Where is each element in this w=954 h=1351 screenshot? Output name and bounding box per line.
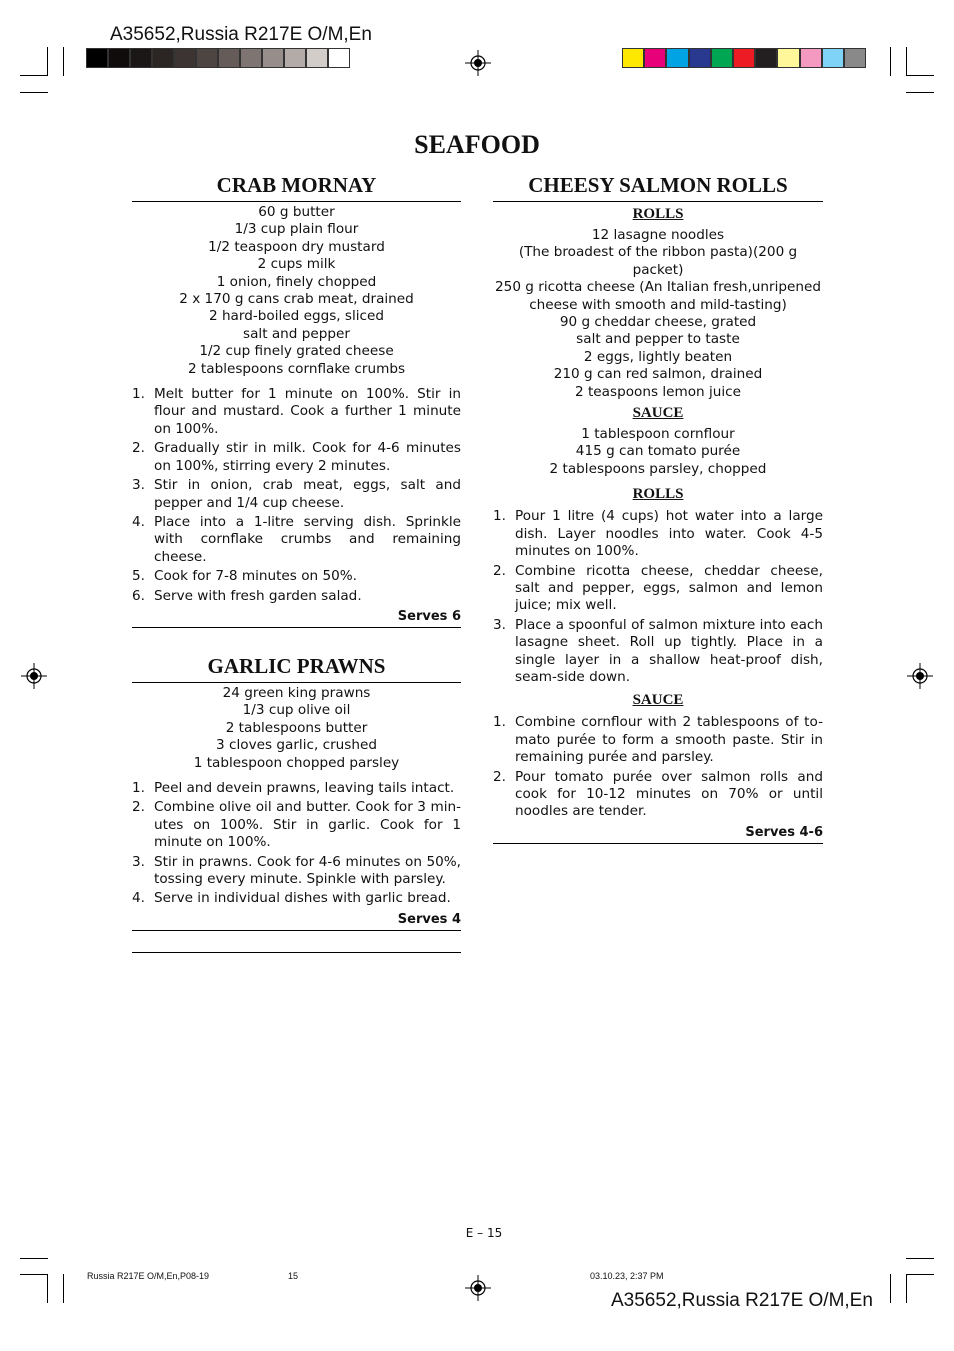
color-swatch: [755, 48, 777, 68]
step-number: 1.: [132, 779, 145, 796]
color-swatch: [130, 48, 152, 68]
ingredient-item: 2 tablespoons butter: [225, 719, 368, 736]
color-swatch: [328, 48, 350, 68]
ingredient-item: 2 x 170 g cans crab meat, drained: [179, 291, 414, 308]
step-text: Combine olive oil and butter. Cook for 3 min-utes on 100%. Stir in garlic. Cook for 1 minute on 100%.: [154, 799, 461, 851]
method-step: [493, 508, 823, 560]
step-text: Peel and devein prawns, leaving tails intact.: [154, 779, 455, 796]
step-number: 6.: [132, 587, 145, 604]
ingredient-list: [132, 204, 461, 378]
crop-mark: [63, 47, 64, 76]
color-swatch: [108, 48, 130, 68]
color-swatch: [733, 48, 755, 68]
color-swatch: [196, 48, 218, 68]
step-text: Combine ricotta cheese, cheddar cheese, salt and pepper, eggs, salmon and lemon juice; mix well.: [515, 562, 823, 614]
file-name: Russia R217E O/M,En,P08-19: [87, 1271, 210, 1281]
document-id-top: A35652,Russia R217E O/M,En: [110, 24, 372, 45]
crop-mark: [20, 75, 48, 76]
ingredient-item: 415 g can tomato purée: [575, 443, 741, 460]
divider: [493, 201, 823, 202]
step-number: 5.: [132, 568, 145, 585]
step-text: Pour 1 litre (4 cups) hot water into a large dish. Layer noodles into water. Cook 4-5 minutes on 100%.: [515, 508, 823, 560]
crop-mark: [63, 1274, 64, 1303]
ingredient-item: 12 lasagne noodles: [591, 227, 725, 243]
crop-mark: [890, 47, 891, 76]
color-swatch: [240, 48, 262, 68]
subheading-sauce: SAUCE: [632, 405, 684, 422]
crop-mark: [906, 92, 934, 93]
method-step: [132, 890, 461, 907]
crop-mark: [47, 1274, 48, 1303]
step-text: Gradually stir in milk. Cook for 4-6 minutes on 100%, stirring every 2 minutes.: [154, 440, 461, 474]
method-steps: [493, 508, 823, 686]
method-step: [493, 617, 823, 687]
step-number: 2.: [493, 562, 506, 579]
subheading-sauce-method: SAUCE: [632, 692, 684, 709]
method-step: [132, 514, 461, 566]
step-number: 2.: [132, 799, 145, 816]
divider: [493, 843, 823, 844]
method-step: [493, 714, 823, 766]
color-swatch: [822, 48, 844, 68]
ingredient-item: 1/2 cup finely grated cheese: [199, 343, 394, 360]
ingredient-item: 210 g can red salmon, drained: [553, 366, 763, 383]
sheet-number: 15: [288, 1271, 299, 1281]
step-number: 1.: [493, 714, 506, 731]
ingredient-item: 2 eggs, lightly beaten: [583, 348, 733, 365]
color-swatch: [711, 48, 733, 68]
color-swatch: [218, 48, 240, 68]
ingredient-item: 2 cups milk: [257, 256, 336, 273]
color-swatch: [262, 48, 284, 68]
ingredient-item: 2 teaspoons lemon juice: [575, 383, 741, 400]
step-text: Stir in onion, crab meat, eggs, salt and pepper and 1/4 cup cheese.: [154, 477, 461, 511]
method-step: [132, 854, 461, 889]
cheesy-salmon-rolls-recipe: [493, 173, 823, 844]
document-id-bottom: A35652,Russia R217E O/M,En: [611, 1290, 873, 1311]
method-step: [132, 440, 461, 475]
ingredient-list: [493, 227, 823, 401]
divider: [132, 201, 461, 202]
ingredient-item: 1 tablespoon chopped parsley: [193, 754, 400, 771]
color-swatch: [284, 48, 306, 68]
ingredient-item: 2 hard-boiled eggs, sliced: [208, 308, 385, 325]
color-swatch: [152, 48, 174, 68]
ingredient-item: 3 cloves garlic, crushed: [216, 737, 377, 754]
step-number: 2.: [493, 768, 506, 785]
step-number: 2.: [132, 440, 145, 457]
registration-mark-icon: [465, 1275, 491, 1301]
color-swatch: [174, 48, 196, 68]
color-swatch: [86, 48, 108, 68]
step-text: Melt butter for 1 minute on 100%. Stir in flour and mustard. Cook a further 1 minute on 100%.: [154, 386, 461, 437]
serves-label: Serves 4: [397, 911, 461, 927]
print-date: 03.10.23, 2:37 PM: [590, 1271, 664, 1281]
step-number: 4.: [132, 513, 145, 530]
color-swatch: [622, 48, 644, 68]
step-text: Cook for 7-8 minutes on 50%.: [154, 568, 357, 585]
crab-mornay-recipe: [132, 173, 461, 953]
divider: [132, 627, 461, 628]
ingredient-item: 2 tablespoons parsley, chopped: [549, 460, 767, 477]
step-number: 1.: [132, 386, 145, 403]
recipe-title: CRAB MORNAY: [216, 173, 377, 197]
ingredient-item: 90 g cheddar cheese, grated: [559, 314, 757, 331]
step-number: 3.: [493, 616, 506, 633]
crop-mark: [906, 1258, 934, 1259]
ingredient-item: 1 tablespoon cornflour: [581, 426, 735, 443]
serves-label: Serves 6: [397, 608, 461, 624]
ingredient-list: [493, 426, 823, 478]
divider: [132, 682, 461, 683]
crop-mark: [890, 1274, 891, 1303]
ingredient-item: 250 g ricotta cheese (An Italian fresh,unripened: [495, 279, 821, 296]
step-text: Place a spoonful of salmon mixture into each lasagne sheet. Roll up tightly. Place in a single layer in a shallow heat-proof dish, seam-side down.: [515, 616, 823, 685]
step-text: Pour tomato purée over salmon rolls and cook for 10-12 minutes on 70% or until noodles are tender.: [515, 768, 823, 820]
color-swatch: [689, 48, 711, 68]
method-step: [493, 769, 823, 821]
ingredient-list: [132, 685, 461, 772]
method-step: [493, 563, 823, 615]
ingredient-item: 1 onion, finely chopped: [216, 273, 377, 290]
divider: [132, 930, 461, 931]
step-number: 1.: [493, 508, 506, 525]
color-swatch: [800, 48, 822, 68]
step-text: Serve in individual dishes with garlic bread.: [154, 890, 451, 907]
crop-mark: [20, 1274, 48, 1275]
crop-mark: [906, 47, 907, 76]
color-swatch: [777, 48, 799, 68]
ingredient-item: salt and pepper to taste: [576, 331, 740, 348]
registration-mark-icon: [21, 663, 47, 689]
method-step: [132, 799, 461, 851]
step-text: Combine cornflour with 2 tablespoons of to-mato purée to form a smooth paste. Stir in remaining purée and parsley.: [515, 714, 823, 766]
method-steps: [132, 386, 461, 605]
method-step: [132, 477, 461, 512]
recipe-title: CHEESY SALMON ROLLS: [528, 173, 788, 197]
step-text: Serve with fresh garden salad.: [154, 587, 362, 604]
crop-mark: [20, 1258, 48, 1259]
method-step: [132, 588, 461, 605]
color-swatch: [844, 48, 866, 68]
ingredient-item: (The broadest of the ribbon pasta)(200 g packet): [518, 244, 798, 278]
color-swatch: [306, 48, 328, 68]
registration-mark-icon: [907, 663, 933, 689]
page-number: E – 15: [465, 1226, 503, 1240]
divider: [132, 952, 461, 953]
color-swatch: [644, 48, 666, 68]
registration-mark-icon: [465, 50, 491, 76]
crop-mark: [47, 47, 48, 76]
ingredient-item: 2 tablespoons cornflake crumbs: [187, 360, 406, 377]
color-swatch: [666, 48, 688, 68]
step-number: 3.: [132, 477, 145, 494]
ingredient-item: salt and pepper: [243, 325, 350, 342]
page-title: SEAFOOD: [414, 130, 540, 159]
method-step: [132, 780, 461, 797]
recipe-title: GARLIC PRAWNS: [207, 653, 386, 678]
crop-mark: [906, 1274, 934, 1275]
serves-label: Serves 4-6: [745, 824, 823, 840]
ingredient-item: cheese with smooth and mild-tasting): [529, 296, 787, 313]
method-step: [132, 386, 461, 438]
subheading-rolls: ROLLS: [632, 206, 684, 222]
step-text: Stir in prawns. Cook for 4-6 minutes on 50%, tossing every minute. Spinkle with parsley.: [154, 853, 461, 887]
ingredient-item: 1/3 cup olive oil: [242, 702, 351, 719]
ingredient-item: 1/3 cup plain flour: [234, 221, 359, 238]
method-steps: [493, 714, 823, 820]
ingredient-item: 60 g butter: [258, 204, 335, 220]
crop-mark: [906, 1274, 907, 1303]
crop-mark: [906, 75, 934, 76]
step-number: 4.: [132, 890, 145, 907]
step-number: 3.: [132, 853, 145, 870]
method-steps: [132, 780, 461, 908]
method-step: [132, 568, 461, 585]
ingredient-item: 1/2 teaspoon dry mustard: [208, 238, 385, 255]
crop-mark: [20, 92, 48, 93]
ingredient-item: 24 green king prawns: [222, 684, 371, 701]
step-text: Place into a 1-litre serving dish. Sprinkle with cornflake crumbs and remaining cheese.: [154, 513, 461, 565]
subheading-rolls-method: ROLLS: [632, 486, 684, 503]
